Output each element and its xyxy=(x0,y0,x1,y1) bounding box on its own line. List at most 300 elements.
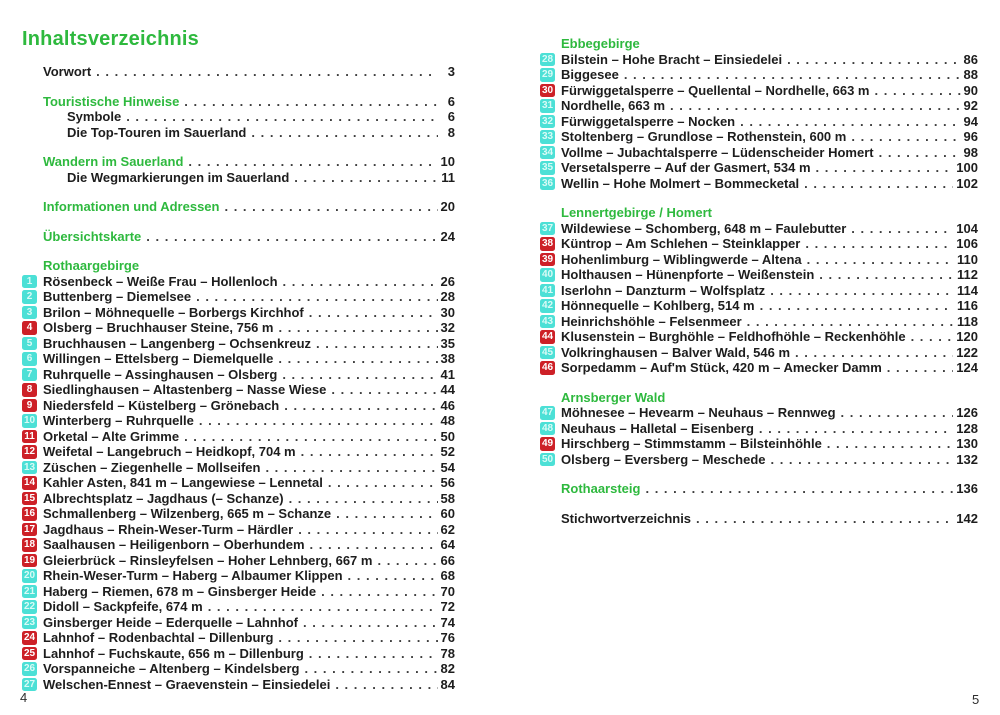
tour-number-badge: 27 xyxy=(23,678,36,690)
entry-label: Saalhausen – Heiligenborn – Oberhundem xyxy=(43,537,305,552)
entry-label: Iserlohn – Danzturm – Wolfsplatz xyxy=(561,282,766,298)
entry-page-number: 68 xyxy=(440,568,455,583)
toc-tour-row xyxy=(22,289,455,305)
toc-entry-row xyxy=(22,154,455,170)
entry-label: Winterberg – Ruhrquelle xyxy=(43,413,194,428)
toc-tour-row xyxy=(22,382,455,398)
tour-number-badge: 26 xyxy=(23,663,36,674)
entry-page-number: 11 xyxy=(441,169,455,185)
dot-leader xyxy=(696,511,953,526)
entry-page-number: 56 xyxy=(440,475,455,490)
dot-leader xyxy=(841,405,954,420)
entry-page-number: 100 xyxy=(956,160,978,175)
dot-leader xyxy=(747,314,954,329)
toc-entry-row xyxy=(22,125,455,141)
entry-page-number: 88 xyxy=(963,67,978,82)
page-title: Inhaltsverzeichnis xyxy=(22,28,199,50)
toc-tour-row xyxy=(540,221,978,237)
entry-label: Rösenbeck – Weiße Frau – Hollenloch xyxy=(43,273,278,289)
section-gap xyxy=(22,80,455,94)
dot-leader xyxy=(96,64,438,79)
page-number-right: 5 xyxy=(972,692,980,707)
entry-label: Orketal – Alte Grimme xyxy=(43,428,180,444)
toc-tour-row xyxy=(22,615,455,631)
entry-page-number: 92 xyxy=(963,98,978,113)
dot-leader xyxy=(265,460,437,475)
entry-page-number: 26 xyxy=(440,273,455,289)
tour-number-badge: 35 xyxy=(541,162,554,173)
toc-tour-row xyxy=(540,283,978,299)
tour-number-badge: 8 xyxy=(22,383,37,397)
entry-page-number: 48 xyxy=(440,413,455,428)
toc-entry-row xyxy=(540,481,978,497)
toc-tour-row xyxy=(22,305,455,321)
tour-number-badge: 21 xyxy=(23,585,36,597)
tour-number-badge: 15 xyxy=(23,492,36,504)
tour-number-badge: 46 xyxy=(541,362,554,373)
toc-tour-row xyxy=(22,413,455,429)
tour-number-badge: 7 xyxy=(22,368,37,382)
entry-page-number: 6 xyxy=(447,109,455,124)
entry-page-number: 106 xyxy=(956,236,978,251)
tour-number-badge: 12 xyxy=(23,446,36,457)
entry-label: Sorpedamm – Auf'm Stück, 420 m – Amecker Damm xyxy=(561,360,882,375)
entry-page-number: 130 xyxy=(956,436,978,451)
entry-page-number: 46 xyxy=(440,397,455,413)
entry-label: Vorspanneiche – Altenberg – Kindelsberg xyxy=(43,661,300,676)
entry-page-number: 64 xyxy=(440,537,455,552)
section-gap xyxy=(22,185,455,199)
entry-page-number: 32 xyxy=(440,320,455,335)
tour-number-badge: 48 xyxy=(541,422,554,434)
section-gap xyxy=(540,497,978,511)
entry-page-number: 86 xyxy=(963,51,978,67)
toc-tour-row xyxy=(540,314,978,330)
entry-page-number: 76 xyxy=(440,630,455,645)
toc-tour-row xyxy=(22,630,455,646)
entry-label: Niedersfeld – Küstelberg – Grönebach xyxy=(43,397,280,413)
entry-label: Versetalsperre – Auf der Gasmert, 534 m xyxy=(561,160,811,175)
toc-tour-row xyxy=(22,553,455,569)
entry-label: Heinrichshöhle – Felsenmeer xyxy=(561,313,742,329)
toc-tour-row xyxy=(22,274,455,290)
dot-leader xyxy=(196,289,437,304)
entry-label: Buttenberg – Diemelsee xyxy=(43,289,192,304)
tour-number-badge: 19 xyxy=(23,554,36,566)
tour-number-badge: 41 xyxy=(541,284,554,296)
entry-page-number: 114 xyxy=(957,282,978,298)
entry-label: Haberg – Riemen, 678 m – Ginsberger Heide xyxy=(43,583,317,599)
entry-page-number: 3 xyxy=(447,64,455,79)
tour-number-badge: 1 xyxy=(22,275,37,289)
dot-leader xyxy=(879,145,961,160)
entry-label: Bruchhausen – Langenberg – Ochsenkreuz xyxy=(43,335,312,351)
toc-tour-row xyxy=(540,252,978,268)
toc-tour-row xyxy=(22,568,455,584)
entry-label: Nordhelle, 663 m xyxy=(561,98,666,113)
tour-number-badge: 44 xyxy=(541,331,554,342)
entry-page-number: 128 xyxy=(956,420,978,436)
entry-label: Olsberg – Bruchhauser Steine, 756 m xyxy=(43,320,274,335)
entry-page-number: 102 xyxy=(956,175,978,191)
tour-number-badge: 31 xyxy=(541,100,554,111)
entry-label: Lahnhof – Rodenbachtal – Dillenburg xyxy=(43,630,274,645)
dot-leader xyxy=(284,398,437,413)
entry-label: Züschen – Ziegenhelle – Mollseifen xyxy=(43,459,261,475)
toc-tour-row xyxy=(540,129,978,145)
entry-label: Rhein-Weser-Turm – Haberg – Albaumer Klippen xyxy=(43,568,343,583)
section-gap xyxy=(22,244,455,258)
toc-tour-row xyxy=(540,345,978,361)
entry-label: Wandern im Sauerland xyxy=(43,154,184,169)
toc-right-entries xyxy=(540,36,978,526)
entry-label: Hohenlimburg – Wiblingwerde – Altena xyxy=(561,251,802,267)
toc-entry-row xyxy=(22,229,455,245)
dot-leader xyxy=(851,221,953,236)
dot-leader xyxy=(283,274,438,289)
dot-leader xyxy=(303,615,438,630)
toc-entry-row xyxy=(22,170,455,186)
entry-label: Symbole xyxy=(67,109,122,124)
tour-number-badge: 28 xyxy=(541,53,554,65)
entry-page-number: 118 xyxy=(957,313,978,329)
toc-tour-row xyxy=(22,460,455,476)
entry-page-number: 38 xyxy=(440,351,455,366)
toc-entry-row xyxy=(22,199,455,215)
dot-leader xyxy=(807,252,954,267)
dot-leader xyxy=(760,298,954,313)
dot-leader xyxy=(294,170,438,185)
toc-tour-row xyxy=(540,298,978,314)
dot-leader xyxy=(184,94,438,109)
dot-leader xyxy=(805,236,953,251)
dot-leader xyxy=(316,336,438,351)
toc-tour-row xyxy=(540,436,978,452)
entry-page-number: 58 xyxy=(440,490,455,506)
dot-leader xyxy=(282,367,437,382)
toc-tour-row xyxy=(540,98,978,114)
entry-label: Holthausen – Hünenpforte – Weißenstein xyxy=(561,267,815,282)
entry-page-number: 82 xyxy=(440,661,455,676)
tour-number-badge: 33 xyxy=(541,131,554,142)
dot-leader xyxy=(298,522,437,537)
entry-label: Siedlinghausen – Altastenberg – Nasse Wiese xyxy=(43,382,327,397)
section-gap xyxy=(540,191,978,205)
dot-leader xyxy=(645,481,953,496)
tour-number-badge: 34 xyxy=(541,146,554,158)
entry-label: Volkringhausen – Balver Wald, 546 m xyxy=(561,344,791,360)
entry-label: Wildewiese – Schomberg, 648 m – Faulebutter xyxy=(561,220,847,236)
tour-number-badge: 30 xyxy=(541,84,554,96)
tour-number-badge: 50 xyxy=(541,453,554,465)
dot-leader xyxy=(251,125,438,140)
toc-tour-row xyxy=(540,421,978,437)
dot-leader xyxy=(827,436,954,451)
dot-leader xyxy=(887,360,954,375)
toc-entry-row xyxy=(22,64,455,80)
toc-tour-row xyxy=(540,267,978,283)
dot-leader xyxy=(795,345,953,360)
entry-label: Küntrop – Am Schlehen – Steinklapper xyxy=(561,236,801,251)
entry-label: Gleierbrück – Rinsleyfelsen – Hoher Lehnberg, 667 m xyxy=(43,552,373,568)
tour-number-badge: 22 xyxy=(23,601,36,612)
toc-tour-row xyxy=(22,537,455,553)
tour-number-badge: 3 xyxy=(22,306,37,320)
entry-page-number: 54 xyxy=(440,459,455,475)
dot-leader xyxy=(819,267,954,282)
tour-number-badge: 39 xyxy=(541,253,554,265)
tour-number-badge: 47 xyxy=(541,407,554,418)
dot-leader xyxy=(759,421,953,436)
entry-page-number: 90 xyxy=(963,82,978,98)
toc-tour-row xyxy=(540,452,978,468)
entry-label: Kahler Asten, 841 m – Langewiese – Lennetal xyxy=(43,475,323,490)
entry-page-number: 122 xyxy=(956,344,978,360)
tour-number-badge: 37 xyxy=(541,222,554,234)
dot-leader xyxy=(146,229,437,244)
entry-label: Jagdhaus – Rhein-Weser-Turm – Härdler xyxy=(43,521,294,537)
toc-tour-row xyxy=(540,176,978,192)
tour-number-badge: 16 xyxy=(23,508,36,519)
tour-number-badge: 38 xyxy=(541,238,554,249)
toc-tour-row xyxy=(22,491,455,507)
toc-tour-row xyxy=(22,475,455,491)
entry-label: Willingen – Ettelsberg – Diemelquelle xyxy=(43,351,274,366)
entry-label: Informationen und Adressen xyxy=(43,199,220,214)
entry-label: Schmallenberg – Wilzenberg, 665 m – Schanze xyxy=(43,506,332,521)
entry-page-number: 74 xyxy=(440,614,455,630)
page-number-left: 4 xyxy=(20,690,28,705)
dot-leader xyxy=(331,382,437,397)
dot-leader xyxy=(278,630,437,645)
dot-leader xyxy=(321,584,437,599)
entry-page-number: 112 xyxy=(957,267,978,282)
entry-page-number: 78 xyxy=(440,645,455,661)
entry-page-number: 52 xyxy=(440,444,455,459)
dot-leader xyxy=(770,283,954,298)
entry-page-number: 44 xyxy=(440,382,455,397)
entry-label: Lahnhof – Fuchskaute, 656 m – Dillenburg xyxy=(43,645,304,661)
tour-number-badge: 24 xyxy=(23,632,36,643)
entry-label: Stoltenberg – Grundlose – Rothenstein, 600 m xyxy=(561,129,847,144)
dot-leader xyxy=(208,599,438,614)
dot-leader xyxy=(304,661,437,676)
section-heading: Arnsberger Wald xyxy=(561,389,666,405)
entry-page-number: 6 xyxy=(447,93,455,109)
toc-tour-row xyxy=(22,599,455,615)
entry-page-number: 30 xyxy=(440,304,455,320)
tour-number-badge: 29 xyxy=(541,69,554,80)
section-gap xyxy=(22,140,455,154)
dot-leader xyxy=(348,568,438,583)
dot-leader xyxy=(278,351,437,366)
entry-page-number: 72 xyxy=(440,599,455,614)
entry-page-number: 142 xyxy=(956,510,978,526)
dot-leader xyxy=(624,67,961,82)
dot-leader xyxy=(804,176,953,191)
section-heading: Rothaargebirge xyxy=(43,258,140,273)
toc-tour-row xyxy=(22,661,455,677)
entry-page-number: 24 xyxy=(440,228,455,244)
toc-tour-row xyxy=(22,584,455,600)
entry-label: Bilstein – Hohe Bracht – Einsiedelei xyxy=(561,51,783,67)
entry-page-number: 50 xyxy=(440,428,455,444)
dot-leader xyxy=(188,154,437,169)
entry-page-number: 132 xyxy=(956,451,978,467)
entry-page-number: 116 xyxy=(957,298,978,313)
toc-tour-row xyxy=(22,677,455,693)
entry-page-number: 136 xyxy=(956,481,978,496)
entry-page-number: 84 xyxy=(440,676,455,692)
toc-tour-row xyxy=(22,398,455,414)
dot-leader xyxy=(328,475,438,490)
tour-number-badge: 49 xyxy=(541,438,554,449)
toc-tour-row xyxy=(540,160,978,176)
dot-leader xyxy=(670,98,960,113)
tour-number-badge: 5 xyxy=(22,337,37,351)
toc-tour-row xyxy=(22,522,455,538)
entry-page-number: 62 xyxy=(440,521,455,537)
dot-leader xyxy=(289,491,438,506)
tour-number-badge: 2 xyxy=(22,290,37,304)
entry-label: Albrechtsplatz – Jagdhaus (– Schanze) xyxy=(43,490,284,506)
tour-number-badge: 18 xyxy=(23,539,36,550)
section-gap xyxy=(22,215,455,229)
tour-number-badge: 14 xyxy=(23,477,36,488)
tour-number-badge: 4 xyxy=(22,321,37,335)
dot-leader xyxy=(126,109,438,124)
dot-leader xyxy=(278,320,437,335)
toc-tour-row xyxy=(540,67,978,83)
entry-label: Hönnequelle – Kohlberg, 514 m xyxy=(561,298,755,313)
entry-page-number: 66 xyxy=(440,552,455,568)
entry-page-number: 28 xyxy=(440,289,455,304)
tour-number-badge: 17 xyxy=(23,523,36,535)
entry-label: Vorwort xyxy=(43,64,92,79)
entry-label: Biggesee xyxy=(561,67,619,82)
entry-label: Fürwiggetalsperre – Nocken xyxy=(561,113,736,129)
toc-tour-row xyxy=(22,646,455,662)
toc-tour-row xyxy=(540,405,978,421)
dot-leader xyxy=(301,444,438,459)
entry-label: Olsberg – Eversberg – Meschede xyxy=(561,451,766,467)
dot-leader xyxy=(911,329,954,344)
entry-page-number: 96 xyxy=(963,129,978,144)
section-gap xyxy=(540,467,978,481)
entry-label: Klusenstein – Burghöhle – Feldhofhöhle – Reckenhöhle xyxy=(561,329,906,344)
dot-leader xyxy=(770,452,953,467)
entry-page-number: 70 xyxy=(440,583,455,599)
tour-number-badge: 20 xyxy=(23,570,36,581)
entry-label: Touristische Hinweise xyxy=(43,93,180,109)
entry-page-number: 126 xyxy=(956,405,978,420)
entry-page-number: 41 xyxy=(440,366,455,382)
entry-label: Übersichtskarte xyxy=(43,228,142,244)
entry-label: Vollme – Jubachtalsperre – Lüdenscheider Homert xyxy=(561,144,874,160)
dot-leader xyxy=(816,160,954,175)
entry-label: Neuhaus – Halletal – Eisenberg xyxy=(561,420,754,436)
entry-label: Stichwortverzeichnis xyxy=(561,510,692,526)
tour-number-badge: 36 xyxy=(541,177,554,189)
dot-leader xyxy=(199,413,438,428)
dot-leader xyxy=(377,553,437,568)
toc-tour-row xyxy=(540,145,978,161)
dot-leader xyxy=(184,429,437,444)
toc-entry-row xyxy=(22,94,455,110)
dot-leader xyxy=(787,52,960,67)
toc-tour-row xyxy=(22,351,455,367)
entry-label: Wellin – Hohe Molmert – Bommecketal xyxy=(561,175,800,191)
toc-page-4 xyxy=(22,28,455,692)
toc-tour-row xyxy=(22,336,455,352)
toc-tour-row xyxy=(22,429,455,445)
toc-tour-row xyxy=(540,52,978,68)
toc-tour-row xyxy=(22,320,455,336)
toc-tour-row xyxy=(540,236,978,252)
entry-label: Die Wegmarkierungen im Sauerland xyxy=(67,169,290,185)
dot-leader xyxy=(335,677,437,692)
entry-page-number: 120 xyxy=(956,329,978,344)
dot-leader xyxy=(336,506,437,521)
toc-tour-row xyxy=(22,367,455,383)
entry-page-number: 124 xyxy=(956,360,978,375)
entry-page-number: 60 xyxy=(440,506,455,521)
entry-label: Möhnesee – Hevearm – Neuhaus – Rennweg xyxy=(561,405,836,420)
toc-entry-row xyxy=(540,511,978,527)
tour-number-badge: 10 xyxy=(23,415,36,426)
entry-page-number: 8 xyxy=(447,124,455,140)
entry-page-number: 10 xyxy=(440,154,455,169)
tour-number-badge: 40 xyxy=(541,269,554,280)
toc-tour-row xyxy=(540,329,978,345)
tour-number-badge: 42 xyxy=(541,300,554,311)
entry-page-number: 94 xyxy=(963,113,978,129)
toc-tour-row xyxy=(22,506,455,522)
toc-left-entries xyxy=(22,64,455,692)
section-gap xyxy=(540,376,978,390)
toc-tour-row xyxy=(540,114,978,130)
entry-label: Didoll – Sackpfeife, 674 m xyxy=(43,599,203,614)
dot-leader xyxy=(875,83,961,98)
toc-entry-row xyxy=(22,109,455,125)
tour-number-badge: 25 xyxy=(23,647,36,659)
tour-number-badge: 6 xyxy=(22,352,37,366)
tour-number-badge: 11 xyxy=(22,430,37,444)
entry-label: Hirschberg – Stimmstamm – Bilsteinhöhle xyxy=(561,436,822,451)
entry-page-number: 104 xyxy=(956,220,978,236)
dot-leader xyxy=(740,114,960,129)
entry-label: Ruhrquelle – Assinghausen – Olsberg xyxy=(43,366,278,382)
entry-page-number: 98 xyxy=(963,144,978,160)
tour-number-badge: 45 xyxy=(541,346,554,358)
tour-number-badge: 43 xyxy=(541,315,554,327)
dot-leader xyxy=(309,305,438,320)
section-heading: Ebbegebirge xyxy=(561,36,640,51)
toc-page-5 xyxy=(540,36,978,526)
entry-label: Weifetal – Langebruch – Heidkopf, 704 m xyxy=(43,444,296,459)
tour-number-badge: 9 xyxy=(22,399,37,413)
toc-tour-row xyxy=(540,83,978,99)
tour-number-badge: 13 xyxy=(23,461,36,473)
entry-page-number: 20 xyxy=(440,199,455,214)
tour-number-badge: 32 xyxy=(541,115,554,127)
entry-label: Rothaarsteig xyxy=(561,481,641,496)
entry-page-number: 35 xyxy=(440,335,455,351)
entry-page-number: 110 xyxy=(957,251,978,267)
dot-leader xyxy=(310,537,438,552)
toc-tour-row xyxy=(540,360,978,376)
section-heading: Lennertgebirge / Homert xyxy=(561,205,712,220)
